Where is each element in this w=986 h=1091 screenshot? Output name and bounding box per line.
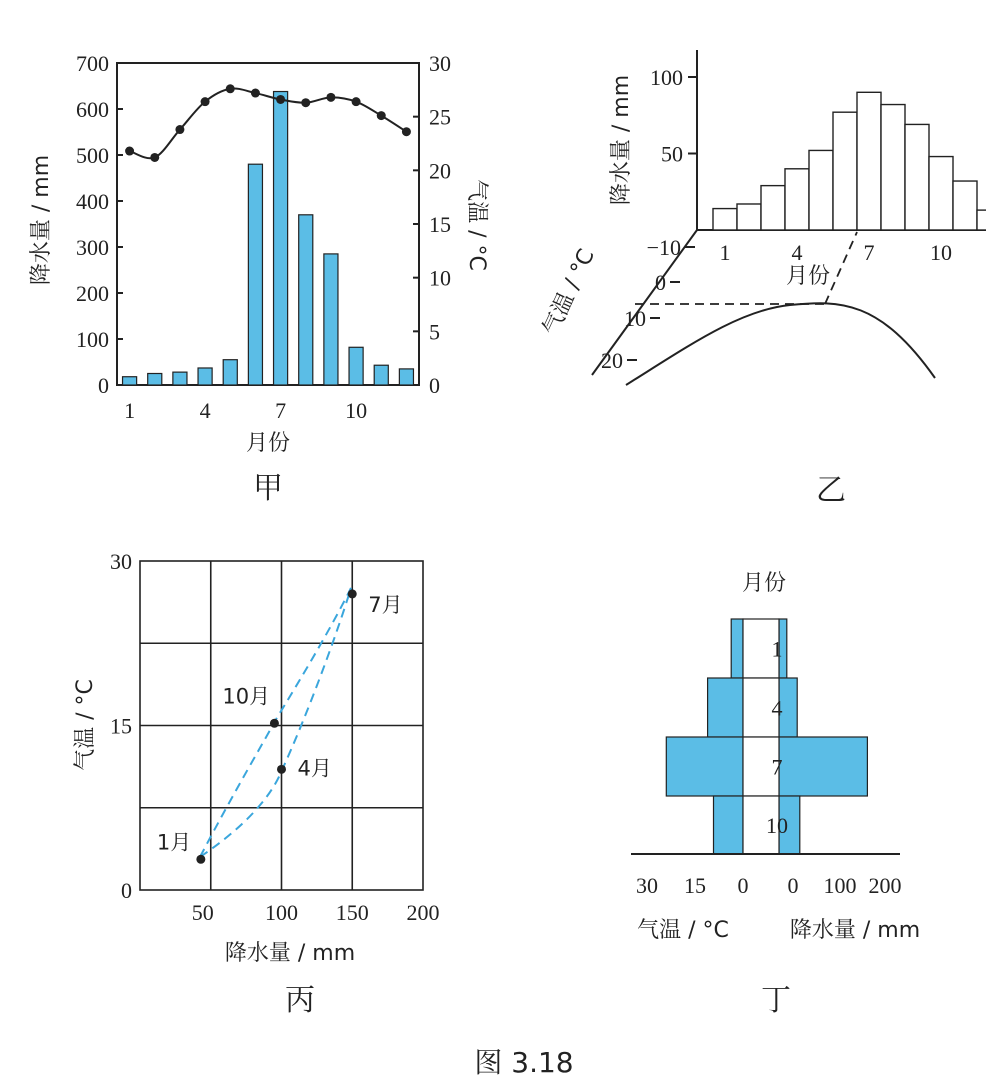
ding-temp-bar xyxy=(731,619,743,678)
jia-ytick-left-label: 0 xyxy=(98,373,109,398)
jia-temp-point xyxy=(352,97,361,106)
yi-xlabel: 月份 xyxy=(785,264,831,289)
ding-month-label: 10 xyxy=(766,813,788,838)
yi-precip-bar xyxy=(905,124,929,230)
jia-ytick-left-label: 700 xyxy=(76,51,109,76)
ding-xlabel-right: 降水量 / mm xyxy=(789,918,921,943)
yi-precip-bar xyxy=(785,169,809,230)
ding-panel-label: 丁 xyxy=(761,983,791,1018)
jia-temp-point xyxy=(175,125,184,134)
yi-temp-tick-label: 0 xyxy=(655,270,666,295)
yi-temp-tick-label: −10 xyxy=(646,235,681,260)
yi-month-tick-label: 10 xyxy=(930,240,952,265)
ding-temp-bar xyxy=(666,737,743,796)
jia-ylabel-left: 降水量 / mm xyxy=(29,154,54,286)
jia-temp-point xyxy=(226,84,235,93)
ding-tick-right-label: 0 xyxy=(787,873,799,898)
jia-ytick-left-label: 600 xyxy=(76,97,109,122)
jia-temp-point xyxy=(301,98,310,107)
jia-xlabel: 月份 xyxy=(245,431,291,456)
ding-month-label: 7 xyxy=(771,754,783,780)
bing-ytick-label: 0 xyxy=(121,878,132,903)
jia-ytick-left-label: 300 xyxy=(76,235,109,260)
chart-bing xyxy=(73,549,440,1018)
jia-temperature-line xyxy=(130,88,407,158)
jia-temp-point xyxy=(251,89,260,98)
ding-tick-left-label: 30 xyxy=(636,873,658,898)
jia-ytick-left-label: 500 xyxy=(76,143,109,168)
yi-precip-bar xyxy=(881,105,905,230)
bing-panel-label: 丙 xyxy=(285,983,315,1018)
ding-tick-right-label: 100 xyxy=(823,873,857,898)
bing-xtick-label: 100 xyxy=(265,900,298,925)
jia-temp-point xyxy=(326,93,335,102)
ding-tick-right-label: 200 xyxy=(868,873,902,898)
jia-temp-point xyxy=(201,97,210,106)
jia-temp-point xyxy=(402,127,411,136)
bing-point-label: 4月 xyxy=(297,756,332,781)
chart-yi xyxy=(538,50,986,508)
yi-precip-bar xyxy=(809,150,833,230)
jia-ytick-right-label: 10 xyxy=(429,265,451,291)
yi-month-tick-label: 4 xyxy=(791,240,803,265)
yi-precip-bar xyxy=(953,181,977,230)
jia-ytick-right-label: 20 xyxy=(429,158,451,184)
ding-header: 月份 xyxy=(741,571,787,596)
ding-tick-left-label: 0 xyxy=(737,873,749,898)
yi-precip-bar xyxy=(761,186,785,230)
figure-caption: 图 3.18 xyxy=(474,1046,574,1079)
jia-precip-bar xyxy=(349,347,363,385)
bing-point-label: 7月 xyxy=(368,592,403,617)
yi-precip-bar xyxy=(737,204,761,230)
yi-temperature-curve xyxy=(626,303,935,385)
yi-precip-bar xyxy=(857,92,881,230)
yi-ylabel-precip: 降水量 / mm xyxy=(609,74,634,206)
jia-precip-bar xyxy=(173,372,187,385)
yi-month-tick-label: 7 xyxy=(863,240,875,265)
bing-point xyxy=(270,719,279,728)
jia-ytick-right-label: 25 xyxy=(429,104,451,130)
yi-precip-bar xyxy=(713,209,737,230)
jia-ytick-left-label: 400 xyxy=(76,189,109,214)
jia-temp-point xyxy=(150,153,159,162)
jia-precip-bar xyxy=(248,164,262,385)
yi-precip-tick-label: 50 xyxy=(661,141,683,167)
yi-precip-bar xyxy=(977,210,986,230)
yi-month-tick-label: 1 xyxy=(719,240,731,265)
jia-temp-point xyxy=(276,95,285,104)
bing-ytick-label: 30 xyxy=(110,549,132,574)
ding-tick-left-label: 15 xyxy=(684,873,706,898)
bing-ytick-label: 15 xyxy=(110,713,132,739)
jia-xtick-label: 1 xyxy=(124,398,136,423)
bing-point xyxy=(348,589,357,598)
jia-panel-label: 甲 xyxy=(253,471,283,506)
jia-ytick-right-label: 15 xyxy=(429,212,451,237)
ding-month-label: 1 xyxy=(771,636,783,662)
jia-precip-bar xyxy=(223,360,237,385)
jia-precip-bar xyxy=(374,365,388,385)
yi-precip-bar xyxy=(833,112,857,230)
chart-jia xyxy=(29,51,489,506)
jia-xtick-label: 7 xyxy=(275,398,287,423)
jia-ytick-right-label: 30 xyxy=(429,51,451,76)
bing-xtick-label: 50 xyxy=(191,900,214,925)
jia-ylabel-right: 气温 / °C xyxy=(464,179,489,271)
bing-point xyxy=(196,855,205,864)
yi-ylabel-temp: 气温 / °C xyxy=(538,245,600,340)
ding-temp-bar xyxy=(708,678,743,737)
jia-precip-bar xyxy=(148,374,162,386)
jia-temp-point xyxy=(377,111,386,120)
yi-temp-tick-label: 20 xyxy=(601,348,623,373)
jia-precip-bar xyxy=(274,92,288,385)
yi-precip-bar xyxy=(929,157,953,230)
jia-ytick-left-label: 200 xyxy=(76,281,109,306)
jia-temp-point xyxy=(125,147,134,156)
jia-precip-bar xyxy=(123,377,137,385)
bing-point-label: 10月 xyxy=(222,684,271,709)
ding-month-label: 4 xyxy=(771,695,783,721)
yi-precip-tick-label: 100 xyxy=(650,65,683,90)
jia-xtick-label: 4 xyxy=(199,398,211,423)
bing-point xyxy=(277,765,286,774)
yi-panel-label: 乙 xyxy=(816,473,846,508)
jia-ytick-left-label: 100 xyxy=(76,327,109,352)
jia-precip-bar xyxy=(399,369,413,385)
jia-precip-bar xyxy=(198,368,212,385)
yi-temp-tick-label: 10 xyxy=(624,306,646,331)
jia-precip-bar xyxy=(299,215,313,385)
bing-point-label: 1月 xyxy=(156,830,192,855)
ding-xlabel-left: 气温 / °C xyxy=(637,918,729,943)
jia-ytick-right-label: 0 xyxy=(429,373,440,398)
jia-precip-bar xyxy=(324,254,338,385)
bing-xlabel: 降水量 / mm xyxy=(224,941,356,966)
bing-xtick-label: 200 xyxy=(406,900,440,925)
jia-ytick-right-label: 5 xyxy=(429,319,440,345)
bing-ylabel: 气温 / °C xyxy=(73,679,98,771)
jia-xtick-label: 10 xyxy=(345,398,368,423)
ding-temp-bar xyxy=(714,796,744,854)
chart-ding xyxy=(631,571,920,1018)
ding-precip-bar xyxy=(779,737,867,796)
bing-xtick-label: 150 xyxy=(335,900,369,925)
